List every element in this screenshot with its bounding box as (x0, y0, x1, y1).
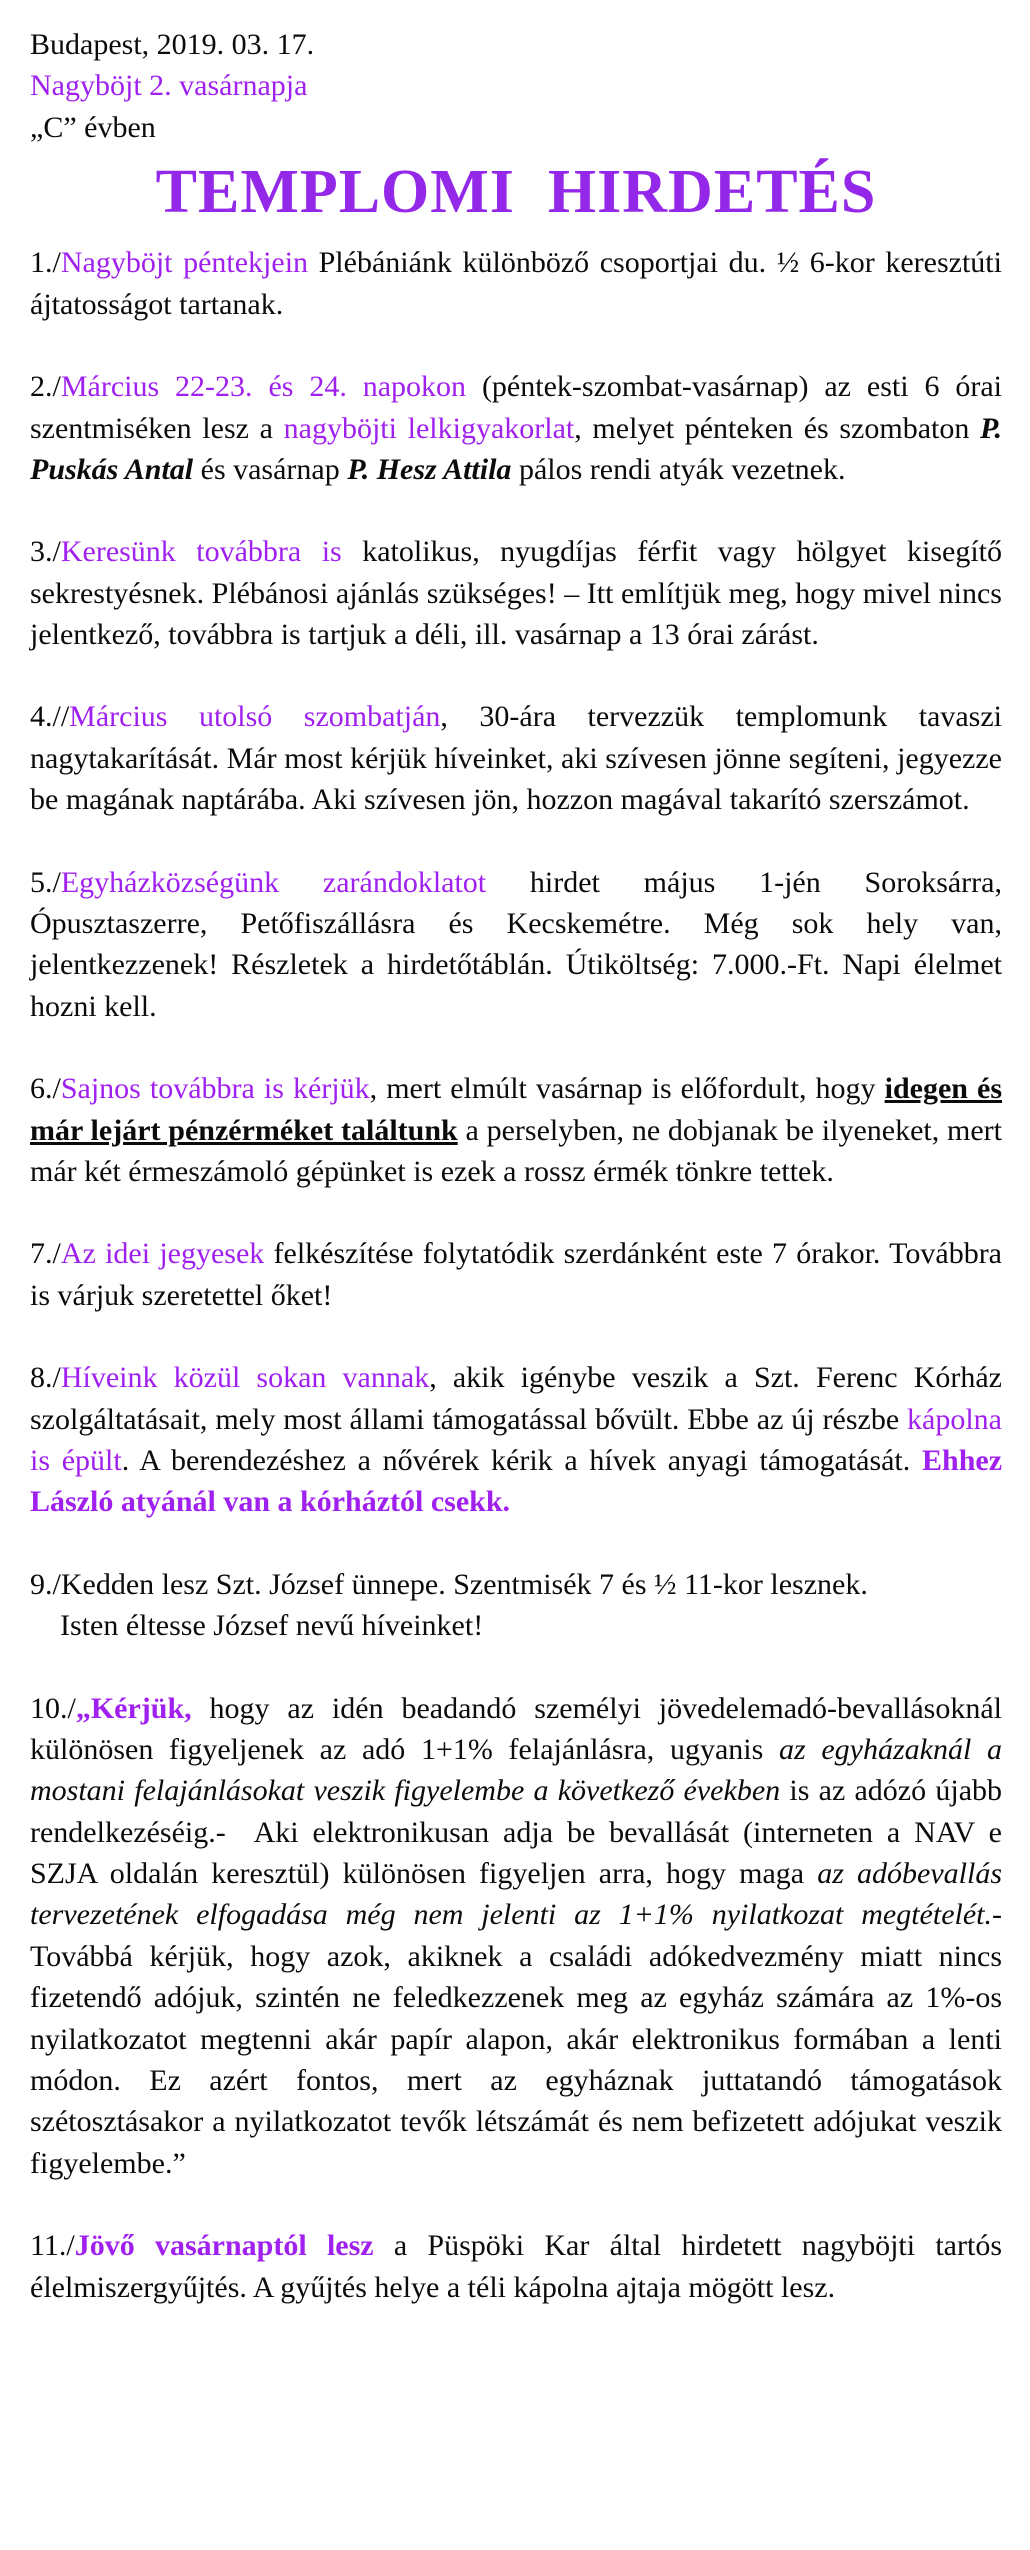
text-run: felkészítése folytatódik szerdánként este 7 órakor. Továbbra is várjuk szeretettel őket! (30, 1237, 1002, 1312)
text-run: a Püspöki Kar által hirdetett nagyböjti tartós élelmiszergyűjtés. A gyűjtés helye a téli kápolna ajtaja mögött lesz. (30, 2229, 1002, 2304)
text-run: hirdet május 1-jén Soroksárra, Ópusztaszerre, Petőfiszállásra és Kecskemétre. Még sok hely van, jelentkezzenek! Részletek a hirdetőtáblán. Útiköltség: 7.000.-Ft. Napi élelmet hozni kell. (30, 865, 1002, 1023)
announcement-paragraph-7 (30, 1233, 1002, 1316)
text-run: 9./Kedden lesz Szt. József ünnepe. Szentmisék 7 és ½ 11-kor lesznek. (30, 1567, 868, 1601)
text-run: 2./ (30, 370, 61, 404)
text-run: 3./ (30, 535, 61, 569)
highlighted-text-run: Jövő vasárnaptól lesz (74, 2229, 374, 2263)
highlighted-text-run: kápolna is épült (30, 1402, 1002, 1477)
text-run: , mert elmúlt vasárnap is előfordult, hogy (369, 1072, 885, 1106)
text-run: Isten éltesse József nevű híveinket! (30, 1609, 484, 1643)
announcement-paragraph-8 (30, 1357, 1002, 1523)
text-run: az egyházaknál a mostani felajánlásokat veszik figyelembe a következő években (30, 1732, 1003, 1808)
text-run: 6./ (30, 1072, 61, 1106)
announcement-paragraph-1 (30, 242, 1002, 325)
text-run: 7./ (30, 1237, 61, 1271)
text-run: 8./ (30, 1361, 61, 1395)
highlighted-text-run: nagyböjti lelkigyakorlat (283, 411, 575, 445)
highlighted-text-run: Nagyböjt péntekjein (60, 246, 309, 280)
announcement-paragraph-4 (30, 696, 1002, 820)
text-run: 1./ (30, 246, 61, 280)
highlighted-text-run: Sajnos továbbra is kérjük (60, 1072, 370, 1106)
text-run: hogy az idén beadandó személyi jövedelemadó-bevallásoknál különösen figyeljenek az adó 1+1% felajánlásra, ugyanis (30, 1691, 1002, 1766)
year-cycle-line: „C” évben (30, 110, 156, 144)
text-run: 5./ (30, 865, 61, 899)
announcement-paragraph-6 (30, 1068, 1002, 1192)
text-run: 11./ (30, 2229, 75, 2263)
document-title: TEMPLOMI HIRDETÉS (155, 158, 877, 227)
announcement-paragraph-9 (30, 1564, 1002, 1647)
text-run: , melyet pénteken és szombaton (574, 411, 981, 445)
announcements-list (30, 242, 1002, 2308)
text-run: P. Puskás Antal (30, 411, 1003, 486)
text-run: és vasárnap (193, 452, 348, 486)
liturgical-day-line: Nagyböjt 2. vasárnapja (30, 69, 308, 103)
text-run: 10./ (30, 1691, 76, 1725)
highlighted-text-run: Egyházközségünk zarándoklatot (60, 865, 487, 899)
text-run: 4.// (30, 700, 70, 734)
text-run: a perselyben, ne dobjanak be ilyeneket, mert már két érmeszámoló gépünket is ezek a rossz érmék tönkre tettek. (30, 1113, 1002, 1188)
text-run: , akik igénybe veszik a Szt. Ferenc Kórház szolgáltatásait, mely most állami támogatással bővült. Ebbe az új részbe (30, 1361, 1002, 1436)
highlighted-text-run: „Kérjük, (75, 1691, 192, 1725)
announcement-paragraph-11 (30, 2225, 1002, 2308)
announcement-paragraph-3 (30, 531, 1002, 655)
date-line: Budapest, 2019. 03. 17. (30, 28, 315, 61)
announcement-paragraph-2 (30, 366, 1002, 490)
text-run: P. Hesz Attila (347, 452, 512, 486)
text-run: , 30-ára tervezzük templomunk tavaszi nagytakarítását. Már most kérjük híveinket, aki szívesen jönne segíteni, jegyezze be magának naptárába. Aki szívesen jön, hozzon magával takarító szerszámot. (30, 700, 1002, 817)
text-run: Plébániánk különböző csoportjai du. ½ 6-kor keresztúti ájtatosságot tartanak. (30, 246, 1002, 321)
text-run: (péntek-szombat-vasárnap) az esti 6 órai szentmiséken lesz a (30, 370, 1002, 445)
highlighted-text-run: Március 22-23. és 24. napokon (60, 370, 467, 404)
text-run: idegen és már lejárt pénzérméket találtunk (30, 1072, 1002, 1147)
announcement-paragraph-5 (30, 862, 1002, 1028)
highlighted-text-run: Ehhez László atyánál van a kórháztól csekk. (30, 1443, 1003, 1519)
announcement-paragraph-10 (30, 1688, 1002, 2185)
text-run: az adóbevallás tervezetének elfogadása még nem jelenti az 1+1% nyilatkozat megtételét. (30, 1857, 1003, 1932)
highlighted-text-run: Keresünk továbbra is (60, 535, 342, 569)
text-run: is az adózó újabb rendelkezéséig.- Aki elektronikusan adja be bevallását (interneten a NAV e SZJA oldalán keresztül) különösen figyeljen arra, hogy maga (30, 1774, 1003, 1891)
highlighted-text-run: Március utolsó szombatján (69, 700, 441, 734)
text-run: pálos rendi atyák vezetnek. (511, 452, 846, 486)
text-run: katolikus, nyugdíjas férfit vagy hölgyet kisegítő sekrestyésnek. Plébánosi ajánlás szükséges! – Itt említjük meg, hogy mivel nincs jelentkező, továbbra is tartjuk a déli, ill. vasárnap a 13 órai zárást. (30, 535, 1002, 652)
highlighted-text-run: Híveink közül sokan vannak (60, 1361, 430, 1395)
text-run: . A berendezéshez a nővérek kérik a hívek anyagi támogatását. (121, 1443, 922, 1477)
text-run: -Továbbá kérjük, hogy azok, akiknek a családi adókedvezmény miatt nincs fizetendő adójuk, szintén ne feledkezzenek meg az egyház számára az 1%-os nyilatkozatot megtenni akár papír alapon, akár elektronikus formában a lenti módon. Ez azért fontos, mert az egyháznak juttatandó támogatások szétosztásakor a nyilatkozatot tevők létszámát és nem befizetett adójukat veszik figyelembe.” (30, 1898, 1002, 2180)
highlighted-text-run: Az idei jegyesek (60, 1237, 265, 1271)
